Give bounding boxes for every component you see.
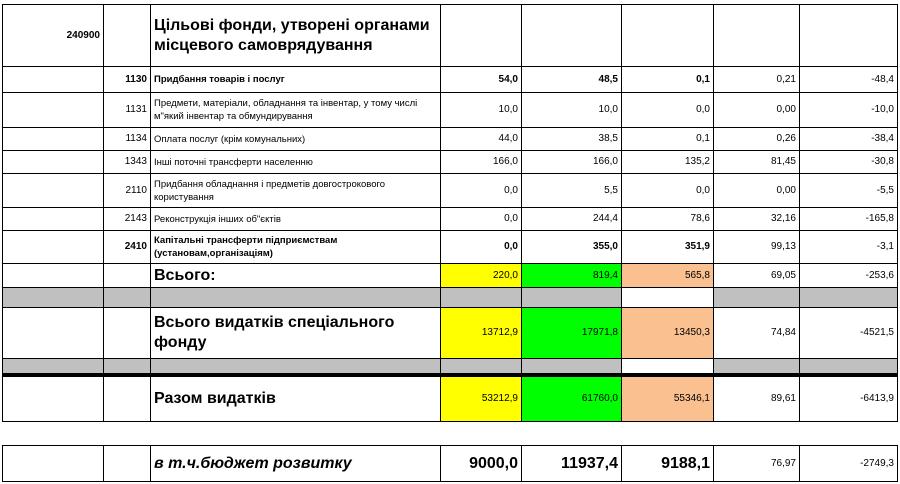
dev-budget-pct: 76,97 <box>714 446 800 482</box>
budget-table <box>2 4 898 422</box>
row-v1: 44,0 <box>441 128 522 151</box>
dev-budget-diff: -2749,3 <box>800 446 898 482</box>
row-code: 1134 <box>104 128 151 151</box>
row-v3: 0,1 <box>622 128 714 151</box>
row-name: Капітальні трансферти підприємствам (установам,організаціям) <box>151 231 441 264</box>
total-row <box>3 264 898 288</box>
row-name: Реконструкція інших об"єктів <box>151 208 441 231</box>
grand-total-row-diff: -6413,9 <box>800 375 898 422</box>
dev-budget-v3: 9188,1 <box>622 446 714 482</box>
row-code: 2110 <box>104 174 151 208</box>
row-v2: 244,4 <box>522 208 622 231</box>
row-v2: 355,0 <box>522 231 622 264</box>
row-v1: 0,0 <box>441 231 522 264</box>
row-v1: 10,0 <box>441 93 522 128</box>
row-v3: 351,9 <box>622 231 714 264</box>
row-name: Придбання товарів і послуг <box>151 67 441 93</box>
total-row-v1: 220,0 <box>441 264 522 288</box>
section-title: Цільові фонди, утворені органами місцевого самоврядування <box>151 5 441 67</box>
special-total-row-label: Всього видатків спеціального фонду <box>151 308 441 359</box>
row-name: Інші поточні трансферти населенню <box>151 151 441 174</box>
dev-budget-row <box>3 446 898 482</box>
row-diff: -10,0 <box>800 93 898 128</box>
separator-row <box>3 288 898 308</box>
section-code: 240900 <box>3 5 104 67</box>
row-diff: -165,8 <box>800 208 898 231</box>
row-pct: 0,00 <box>714 93 800 128</box>
row-v3: 78,6 <box>622 208 714 231</box>
row-v2: 48,5 <box>522 67 622 93</box>
row-diff: -30,8 <box>800 151 898 174</box>
table-row <box>3 174 898 208</box>
row-v3: 0,0 <box>622 174 714 208</box>
row-name: Предмети, матеріали, обладнання та інвентар, у тому числі м"який інвентар та обмундирування <box>151 93 441 128</box>
total-row-v3: 565,8 <box>622 264 714 288</box>
row-pct: 0,00 <box>714 174 800 208</box>
total-row-pct: 69,05 <box>714 264 800 288</box>
row-code: 2410 <box>104 231 151 264</box>
dev-budget-table <box>2 445 898 482</box>
special-total-row-pct: 74,84 <box>714 308 800 359</box>
row-code: 2143 <box>104 208 151 231</box>
row-pct: 0,21 <box>714 67 800 93</box>
row-v2: 5,5 <box>522 174 622 208</box>
special-total-row-v2: 17971,8 <box>522 308 622 359</box>
total-row-v2: 819,4 <box>522 264 622 288</box>
row-code: 1343 <box>104 151 151 174</box>
grand-total-row-v2: 61760,0 <box>522 375 622 422</box>
grand-total-row-label: Разом видатків <box>151 375 441 422</box>
dev-budget-v2: 11937,4 <box>522 446 622 482</box>
row-v1: 0,0 <box>441 208 522 231</box>
special-total-row-v3: 13450,3 <box>622 308 714 359</box>
row-code: 1131 <box>104 93 151 128</box>
section-header-row <box>3 5 898 67</box>
row-pct: 32,16 <box>714 208 800 231</box>
row-pct: 0,26 <box>714 128 800 151</box>
row-v2: 166,0 <box>522 151 622 174</box>
grand-total-row-pct: 89,61 <box>714 375 800 422</box>
table-row <box>3 208 898 231</box>
total-row-label: Всього: <box>151 264 441 288</box>
separator-row <box>3 359 898 375</box>
table-row <box>3 151 898 174</box>
row-name: Придбання обладнання і предметів довгострокового користування <box>151 174 441 208</box>
table-row <box>3 128 898 151</box>
grand-total-row <box>3 375 898 422</box>
row-v1: 54,0 <box>441 67 522 93</box>
total-row-diff: -253,6 <box>800 264 898 288</box>
special-total-row <box>3 308 898 359</box>
row-v3: 0,1 <box>622 67 714 93</box>
special-total-row-diff: -4521,5 <box>800 308 898 359</box>
row-v3: 135,2 <box>622 151 714 174</box>
row-diff: -38,4 <box>800 128 898 151</box>
row-pct: 99,13 <box>714 231 800 264</box>
table-row <box>3 93 898 128</box>
row-pct: 81,45 <box>714 151 800 174</box>
row-code: 1130 <box>104 67 151 93</box>
table-row <box>3 231 898 264</box>
row-diff: -5,5 <box>800 174 898 208</box>
row-v3: 0,0 <box>622 93 714 128</box>
special-total-row-v1: 13712,9 <box>441 308 522 359</box>
row-v1: 166,0 <box>441 151 522 174</box>
table-row <box>3 67 898 93</box>
grand-total-row-v1: 53212,9 <box>441 375 522 422</box>
grand-total-row-v3: 55346,1 <box>622 375 714 422</box>
row-diff: -3,1 <box>800 231 898 264</box>
row-v2: 38,5 <box>522 128 622 151</box>
row-v1: 0,0 <box>441 174 522 208</box>
dev-budget-label: в т.ч.бюджет розвитку <box>151 446 441 482</box>
dev-budget-v1: 9000,0 <box>441 446 522 482</box>
row-v2: 10,0 <box>522 93 622 128</box>
row-diff: -48,4 <box>800 67 898 93</box>
row-name: Оплата послуг (крім комунальних) <box>151 128 441 151</box>
